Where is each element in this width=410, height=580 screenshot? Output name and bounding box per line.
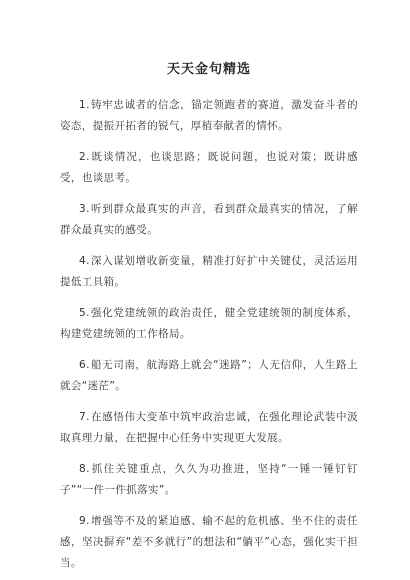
item-text: 船无司南，航海路上就会“迷路”；人无信仰，人生路上就会“迷茫”。 <box>60 359 358 392</box>
item-text: 听到群众最真实的声音，看到群众最真实的情况，了解群众最真实的感受。 <box>60 203 358 236</box>
item-text: 增强等不及的紧迫感、输不起的危机感、坐不住的责任感，坚决摒弃“差不多就行”的想法和“躺平”心态，强化实干担当。 <box>60 515 358 569</box>
item-text: 抓住关键重点，久久为功推进，坚持“一锤一锤钉钉子”“一件一件抓落实”。 <box>60 463 358 496</box>
item-number: 3. <box>79 203 90 215</box>
list-item <box>60 95 358 137</box>
list-item <box>60 355 358 397</box>
item-text: 铸牢忠诚者的信念，锚定领跑者的赛道，激发奋斗者的姿态，提振开拓者的锐气，厚植奉献者的情怀。 <box>60 99 358 132</box>
item-number: 6. <box>79 359 90 371</box>
list-item <box>60 147 358 189</box>
item-text: 强化党建统领的政治责任，健全党建统领的制度体系，构建党建统领的工作格局。 <box>60 307 358 340</box>
item-text: 既谈情况，也谈思路；既说问题，也说对策；既讲感受，也谈思考。 <box>60 151 358 184</box>
item-number: 7. <box>79 411 90 423</box>
list-item <box>60 459 358 501</box>
item-number: 2. <box>79 151 90 163</box>
item-text: 在感悟伟大变革中筑牢政治忠诚，在强化理论武装中汲取真理力量，在把握中心任务中实现更大发展。 <box>60 411 358 444</box>
list-item <box>60 511 358 574</box>
item-text: 深入谋划增收新变量，精准打好扩中关键仗，灵活运用提低工具箱。 <box>60 255 358 288</box>
item-number: 8. <box>79 463 90 475</box>
list-item <box>60 407 358 449</box>
list-item <box>60 251 358 293</box>
item-number: 4. <box>79 255 90 267</box>
list-item <box>60 303 358 345</box>
list-item <box>60 199 358 241</box>
item-number: 1. <box>79 99 90 111</box>
item-number: 9. <box>79 515 90 527</box>
document-title: 天天金句精选 <box>166 62 251 77</box>
item-number: 5. <box>79 307 90 319</box>
